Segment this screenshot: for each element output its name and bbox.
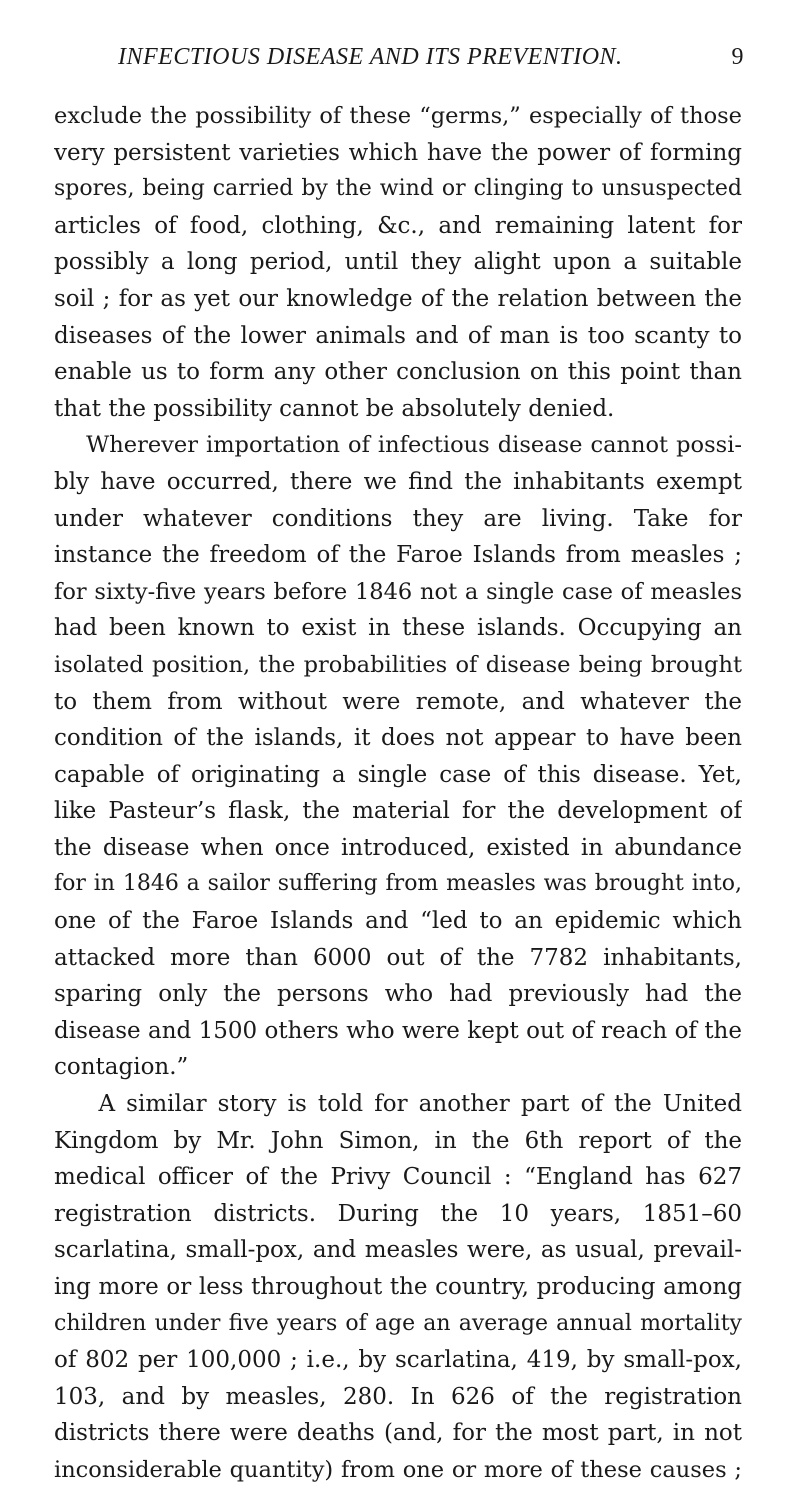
text-line: capable of originating a single case of this disease. Yet, [54,761,742,788]
text-line: one of the Faroe Islands and “led to an epidemic which [54,908,742,935]
text-line: medical officer of the Privy Council : “England has 627 [54,1164,742,1191]
text-line: that the possibility cannot be absolutely denied. [54,395,615,422]
text-line: possibly a long period, until they alight upon a suitable [54,249,742,276]
text-line: exclude the possibility of these “germs,” especially of those [54,103,742,129]
text-line: Wherever importation of infectious disease cannot possi- [54,432,742,459]
text-line: A similar story is told for another part of the United [54,1091,742,1118]
text-line: contagion.” [54,1054,189,1081]
text-line: under whatever conditions they are living. Take for [54,505,742,532]
text-line: for sixty-five years before 1846 not a single case of measles [54,578,742,605]
text-line: ing more or less throughout the country, producing among [54,1274,742,1300]
text-line: condition of the islands, it does not appear to have been [54,725,742,752]
text-line: of 802 per 100,000 ; i.e., by scarlatina, 419, by small-pox, [54,1347,742,1374]
text-line: districts there were deaths (and, for the most part, in not [54,1420,742,1447]
text-line: very persistent varieties which have the power of forming [54,139,742,166]
text-line: instance the freedom of the Faroe Islands from measles ; [54,542,742,569]
text-line: 103, and by measles, 280. In 626 of the registration [54,1383,742,1410]
text-line: like Pasteur’s flask, the material for the development of [54,798,742,825]
text-line: spores, being carried by the wind or clinging to unsuspected [54,176,742,202]
text-line: bly have occurred, there we find the inhabitants exempt [54,468,742,495]
text-line: to them from without were remote, and whatever the [54,688,742,715]
text-line: had been known to exist in these islands. Occupying an [54,615,742,642]
text-line: enable us to form any other conclusion on this point than [54,359,742,386]
text-line: isolated position, the probabilities of disease being brought [54,651,742,678]
text-line: scarlatina, small-pox, and measles were, as usual, prevail- [54,1237,742,1264]
text-line: for in 1846 a sailor suffering from measles was brought into, [54,871,742,897]
body-text [54,98,742,1489]
text-line: registration districts. During the 10 years, 1851–60 [54,1200,742,1227]
running-header [118,44,744,71]
text-line: attacked more than 6000 out of the 7782 inhabitants, [54,944,742,971]
text-line: disease and 1500 others who were kept out of reach of the [54,1017,742,1044]
text-line: soil ; for as yet our knowledge of the relation between the [54,285,742,312]
text-line: children under five years of age an average annual mortality [54,1310,742,1336]
text-line: diseases of the lower animals and of man is too scanty to [54,322,742,349]
page-number: 9 [731,44,744,70]
text-line: Kingdom by Mr. John Simon, in the 6th report of the [54,1127,742,1154]
text-line: sparing only the persons who had previously had the [54,981,742,1008]
text-line: inconsiderable quantity) from one or more of these causes ; [54,1456,742,1483]
text-line: articles of food, clothing, &c., and remaining latent for [54,212,742,239]
running-title: INFECTIOUS DISEASE AND ITS PREVENTION. [118,44,623,70]
text-line: the disease when once introduced, existed in abundance [54,834,742,861]
